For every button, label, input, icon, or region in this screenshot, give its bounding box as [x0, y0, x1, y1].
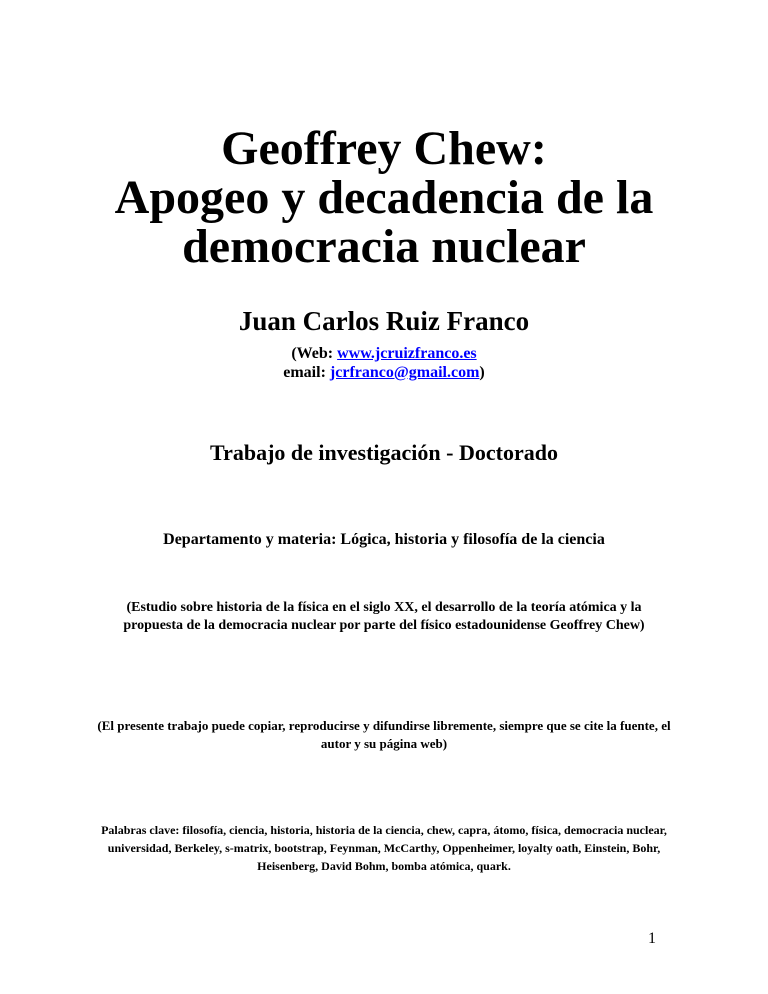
email-label: email:	[283, 364, 330, 381]
contact-info	[0, 344, 768, 382]
page-number: 1	[648, 930, 656, 947]
license-note: (El presente trabajo puede copiar, reproducirse y difundirse libremente, siempre que se cite la fuente, el autor y su página web)	[97, 718, 671, 751]
email-link[interactable]: jcrfranco@gmail.com	[329, 364, 480, 381]
contact-close-paren: )	[479, 364, 485, 381]
web-link[interactable]: www.jcruizfranco.es	[337, 345, 477, 362]
title-line-3: democracia nuclear	[182, 220, 586, 273]
department-line: Departamento y materia: Lógica, historia y filosofía de la ciencia	[163, 531, 605, 548]
document-title	[0, 124, 768, 271]
web-label: (Web:	[291, 345, 338, 362]
title-line-1: Geoffrey Chew:	[221, 122, 547, 175]
keywords: Palabras clave: filosofía, ciencia, historia, historia de la ciencia, chew, capra, átomo, física, democracia nuclear, universidad, Berkeley, s-matrix, bootstrap, Feynman, McCarthy, Oppenheimer, loyalty oath, Einstein, Bohr, Heisenberg, David Bohm, bomba atómica, quark.	[101, 823, 667, 873]
study-description: (Estudio sobre historia de la física en el siglo XX, el desarrollo de la teoría atómica y la propuesta de la democracia nuclear por parte del físico estadounidense Geoffrey Chew)	[123, 600, 645, 633]
work-type-heading: Trabajo de investigación - Doctorado	[210, 440, 558, 465]
title-line-2: Apogeo y decadencia de la	[114, 171, 654, 224]
author-name: Juan Carlos Ruiz Franco	[238, 306, 530, 336]
